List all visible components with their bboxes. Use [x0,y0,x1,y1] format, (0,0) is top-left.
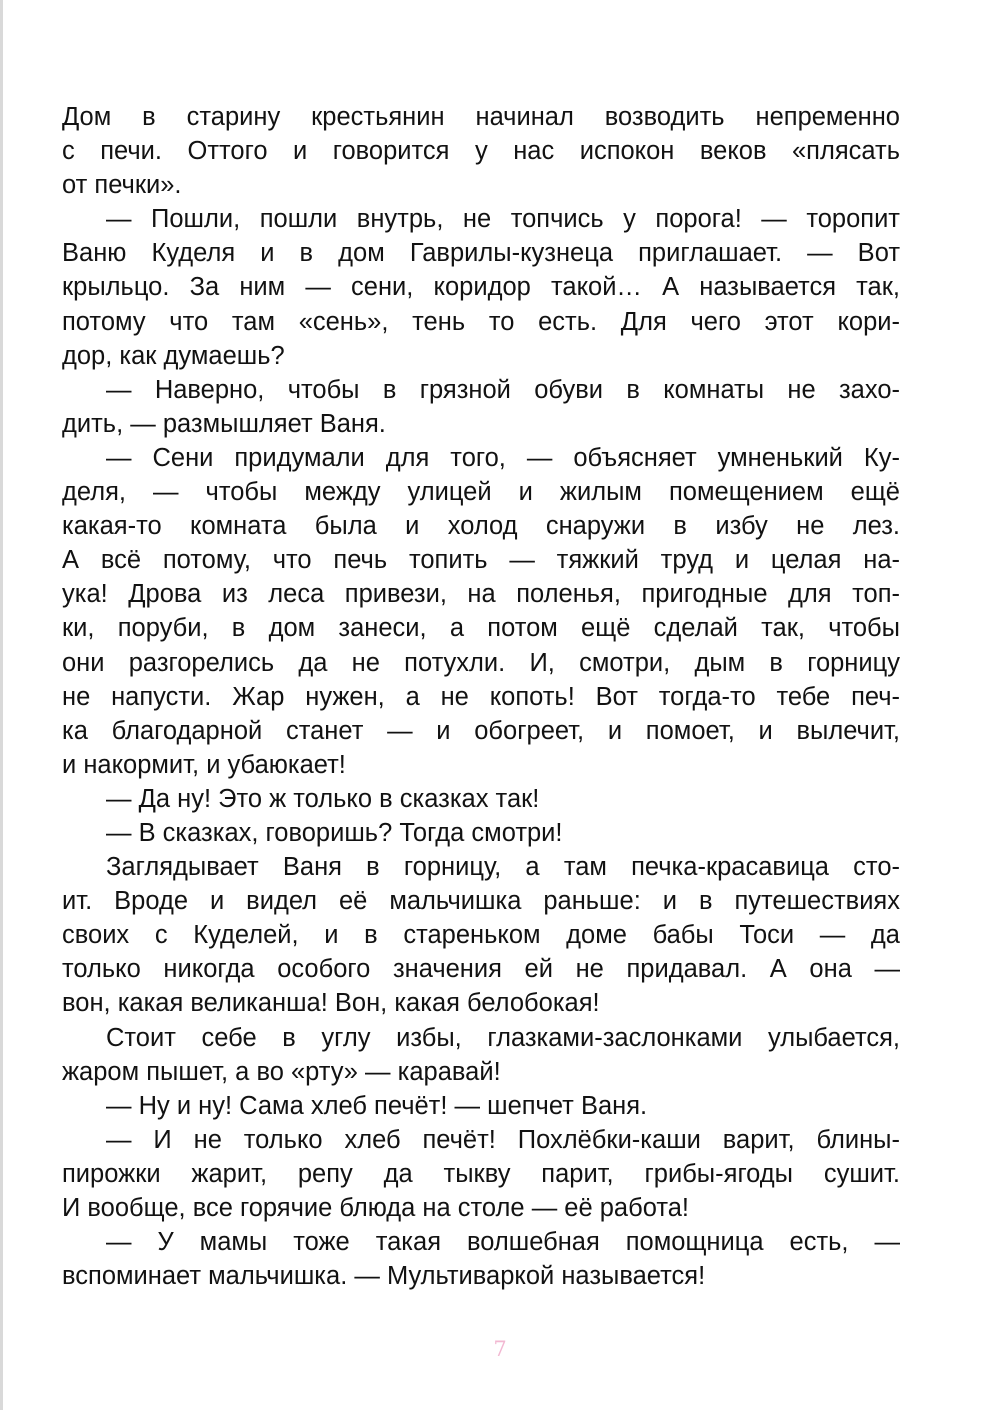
text-line: вспоминает мальчишка. — Мультиваркой называется! [62,1262,706,1291]
text-line: И вообще, все горячие блюда на столе — её работа! [62,1194,689,1222]
page-edge [0,0,3,1410]
text-line: от печки». [62,171,182,200]
text-line: крыльцо. За ним — сени, коридор такой… А называется так, [62,273,900,302]
text-line: Дом в старину крестьянин начинал возводить непременно [62,103,900,131]
text-line: с печи. Оттого и говорится у нас испокон веков «плясать [62,137,900,166]
text-line: какая-то комната была и холод снаружи в избу не лез. [62,512,900,541]
text-line: потому что там «сень», тень то есть. Для чего этот кори- [62,307,900,336]
text-line: только никогда особого значения ей не придавал. А она — [62,955,900,984]
text-line: Стоит себе в углу избы, глазками-заслонками улыбается, [106,1023,900,1052]
text-line: — И не только хлеб печёт! Похлёбки-каши варит, блины- [106,1125,900,1154]
text-line: ка благодарной станет — и обогреет, и помоет, и вылечит, [62,716,900,745]
page-number: 7 [493,1337,507,1361]
text-line: Ваню Куделя и в дом Гаврилы-кузнеца приглашает. — Вот [62,239,900,268]
text-line: — Сени придумали для того, — объясняет умненький Ку- [106,443,900,472]
text-line: пирожки жарит, репу да тыкву парит, грибы-ягоды сушит. [62,1159,900,1188]
text-line: — Пошли, пошли внутрь, не топчись у порога! — торопит [106,205,900,234]
text-line: — У мамы тоже такая волшебная помощница есть, — [106,1228,900,1257]
text-line: своих с Куделей, и в стареньком доме бабы Тоси — да [62,921,900,950]
text-line: — Ну и ну! Сама хлеб печёт! — шепчет Ваня. [106,1091,648,1120]
text-line: Заглядывает Ваня в горницу, а там печка-красавица сто- [106,853,900,882]
text-line: — Да ну! Это ж только в сказках так! [106,784,540,813]
text-line: вон, какая великанша! Вон, какая белобокая! [62,989,600,1018]
text-line: жаром пышет, а во «рту» — каравай! [62,1057,501,1086]
text-line: не напусти. Жар нужен, а не копоть! Вот тогда-то тебе печ- [62,682,900,711]
text-line: — Наверно, чтобы в грязной обуви в комнаты не захо- [106,375,900,404]
text-line: и накормит, и убаюкает! [62,750,346,779]
text-line: они разгорелись да не потухли. И, смотри, дым в горницу [62,648,900,677]
text-line: ука! Дрова из леса привези, на поленья, пригодные для топ- [62,580,900,609]
text-line: ит. Вроде и видел её мальчишка раньше: и в путешествиях [62,887,900,916]
text-line: деля, — чтобы между улицей и жилым помещением ещё [62,478,900,507]
text-line: ки, поруби, в дом занеси, а потом ещё сделай так, чтобы [62,614,900,643]
text-line: А всё потому, что печь топить — тяжкий труд и целая на- [62,546,900,575]
page-text [62,100,900,1293]
text-line: дор, как думаешь? [62,341,285,370]
text-line: — В сказках, говоришь? Тогда смотри! [106,818,563,847]
text-line: дить, — размышляет Ваня. [62,409,386,438]
